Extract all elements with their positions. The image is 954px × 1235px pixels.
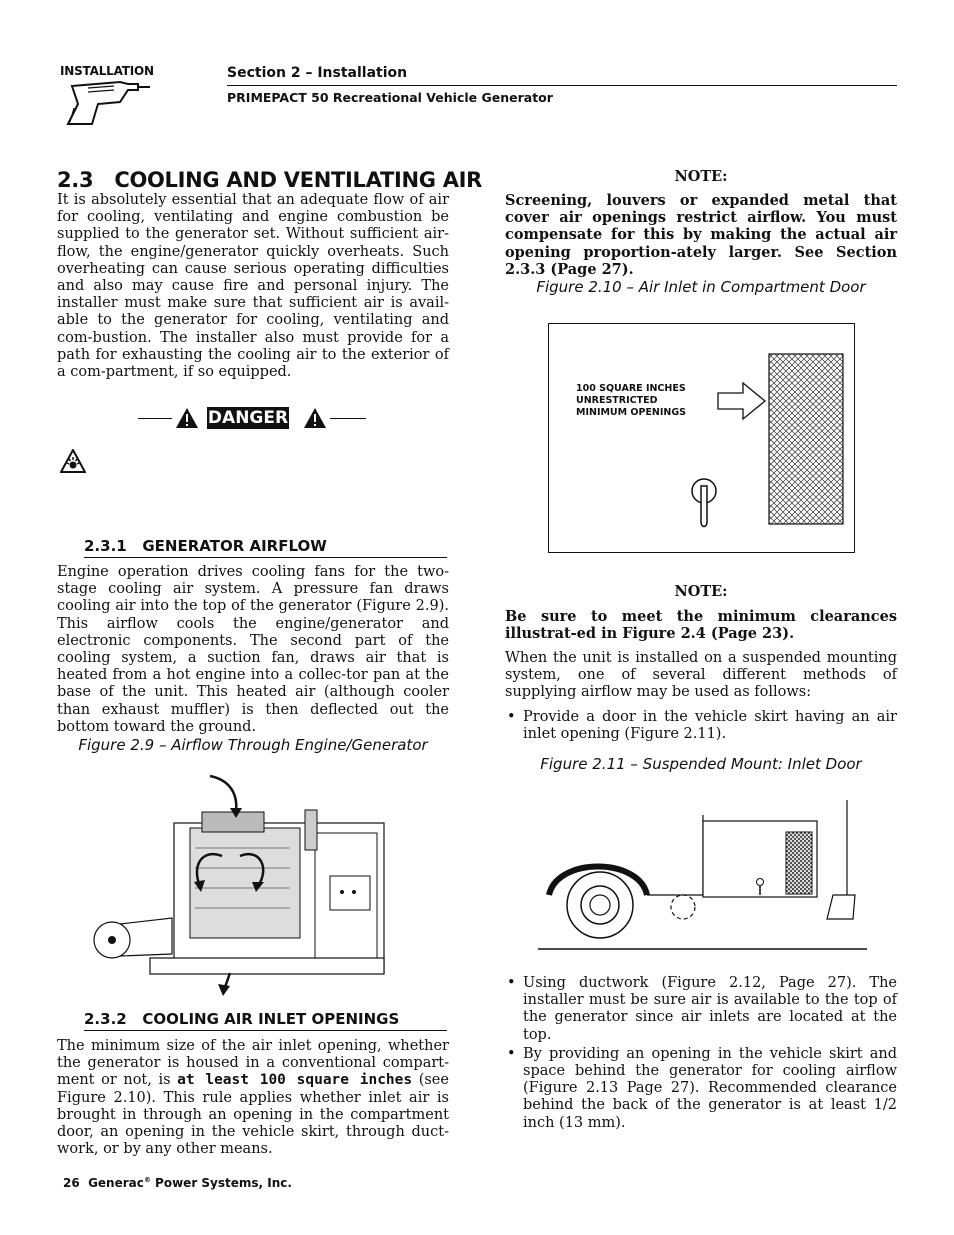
installation-badge	[58, 62, 168, 130]
section-2-3-heading: 2.3 COOLING AND VENTILATING AIR	[57, 168, 483, 192]
page-footer	[63, 1176, 292, 1190]
figure-2-10-label-1: 100 SQUARE INCHES	[576, 383, 686, 394]
door-handle-icon	[689, 476, 719, 532]
note-2-title: NOTE:	[674, 583, 728, 600]
section-2-3-2-paragraph	[57, 1038, 449, 1158]
section-2-3-paragraph: It is absolutely essential that an adequate flow of air for cooling, ventilating and engine combustion be supplied to the generator set. Without sufficient air-flow, the engine/generator quickly overheats. Such overheating can cause serious operating difficulties and also may cause fire and personal injury. The installer must make sure that sufficient air is avail-able to the generator for cooling, ventilating and com-bustion. The installer also must provide for a path for exhausting the cooling air to the exterior of a com-partment, if so equipped.	[57, 192, 449, 381]
danger-rule-left	[138, 418, 172, 419]
registered-mark: ®	[143, 1176, 151, 1184]
figure-2-11-caption: Figure 2.11 – Suspended Mount: Inlet Door	[540, 755, 862, 773]
header-rule	[227, 85, 897, 86]
bullet-skirt-opening: • By providing an opening in the vehicle skirt and space behind the generator for cooling airflow (Figure 2.13 Page 27). Recommended clearance behind the back of the generator is at least 1/2 inch (13 mm).	[505, 1046, 897, 1132]
section-2-3-1-heading: 2.3.1 GENERATOR AIRFLOW	[84, 537, 447, 558]
note-1-title: NOTE:	[674, 168, 728, 185]
drill-icon	[58, 62, 168, 130]
inlet-para-end: (see Figure 2.10). This rule applies whether inlet air is brought in through an opening in the compartment door, an opening in the vehicle skirt, through duct-work, or by any other means.	[57, 1072, 449, 1158]
explosion-hazard-icon	[60, 449, 86, 473]
document-subtitle: PRIMEPACT 50 Recreational Vehicle Generator	[227, 90, 553, 105]
figure-2-9-caption: Figure 2.9 – Airflow Through Engine/Generator	[78, 736, 428, 754]
note-1-text: Screening, louvers or expanded metal that cover air openings restrict airflow. You must compensate for this by making the actual air opening proportion-ately larger. See Section 2.3.3 (Page 27).	[505, 192, 897, 278]
figure-2-9-airflow-diagram	[90, 768, 390, 998]
bullet-ductwork: • Using ductwork (Figure 2.12, Page 27). The installer must be sure air is available to the top of the generator since air inlets are located at the top.	[505, 975, 897, 1044]
bullet-list-1	[505, 709, 897, 745]
inlet-para-start: The minimum size of the air inlet opening, whether the generator is housed in a conventional compart-ment or not, is	[57, 1038, 449, 1089]
danger-banner	[138, 406, 366, 432]
section-title: Section 2 – Installation	[227, 65, 408, 81]
figure-2-11-vehicle-diagram	[535, 795, 875, 955]
section-2-3-2-heading: 2.3.2 COOLING AIR INLET OPENINGS	[84, 1010, 447, 1031]
vent-screen	[768, 353, 844, 525]
figure-2-10-label-3: MINIMUM OPENINGS	[576, 407, 687, 418]
figure-2-10-door-diagram	[548, 323, 855, 553]
warning-triangle-icon	[303, 407, 327, 429]
bullet-inlet-door: • Provide a door in the vehicle skirt having an air inlet opening (Figure 2.11).	[505, 709, 897, 743]
installation-label: INSTALLATION	[60, 64, 154, 78]
suspended-mount-paragraph: When the unit is installed on a suspended mounting system, one of several different methods of supplying airflow may be used as follows:	[505, 650, 897, 701]
company-name-rest: Power Systems, Inc.	[150, 1176, 292, 1190]
page-number: 26	[63, 1176, 80, 1190]
section-2-3-1-paragraph: Engine operation drives cooling fans for the two-stage cooling air system. A pressure fan draws cooling air into the top of the generator (Figure 2.9). This airflow cools the engine/generator and electronic components. The second part of the cooling system, a suction fan, draws air that is heated from a hot engine into a collec-tor pan at the base of the unit. This heated air (although cooler than exhaust muffler) is then deflected out the bottom toward the ground.	[57, 564, 449, 735]
warning-triangle-icon	[175, 407, 199, 429]
danger-rule-right	[330, 418, 366, 419]
danger-label: DANGER	[207, 408, 289, 428]
figure-2-10-caption: Figure 2.10 – Air Inlet in Compartment Door	[536, 278, 866, 296]
bullet-list-2	[505, 975, 897, 1134]
note-2-text: Be sure to meet the minimum clearances illustrat-ed in Figure 2.4 (Page 23).	[505, 608, 897, 643]
arrow-right-icon	[717, 381, 767, 421]
figure-2-10-label-2: UNRESTRICTED	[576, 395, 658, 406]
company-name: Generac	[88, 1176, 144, 1190]
inlet-para-bold: at least 100 square inches	[177, 1072, 413, 1089]
